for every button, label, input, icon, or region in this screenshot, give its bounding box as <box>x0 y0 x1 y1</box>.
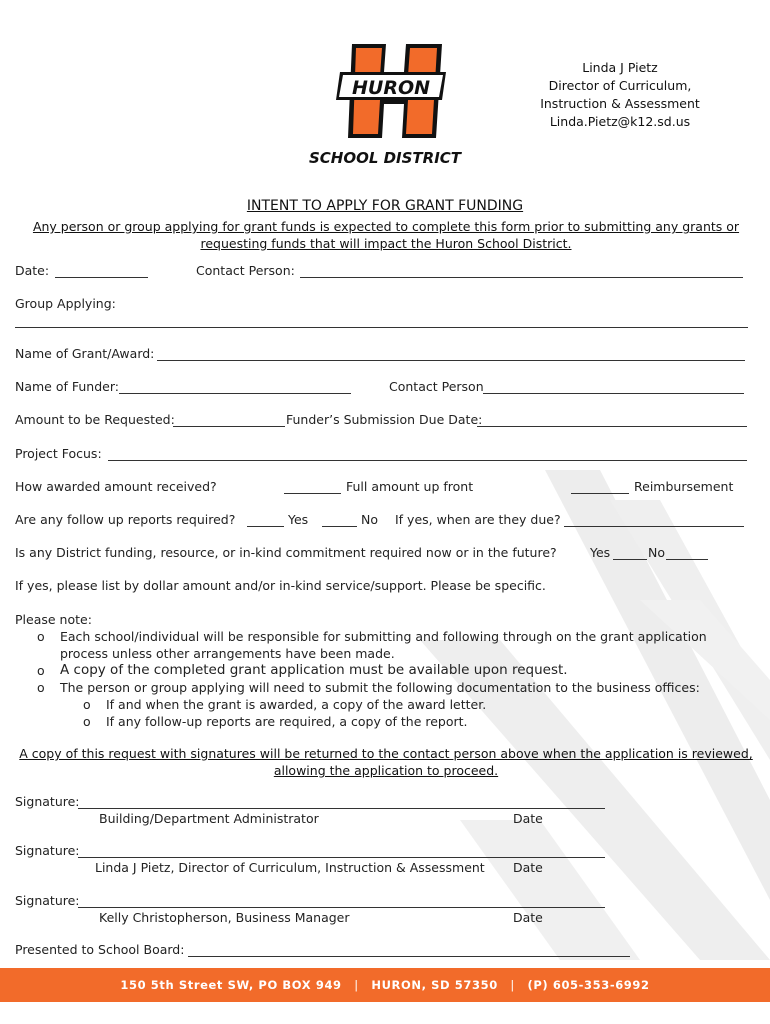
signature-1-input[interactable] <box>78 795 605 809</box>
grant-row <box>15 346 750 366</box>
grant-name-input[interactable] <box>157 346 745 361</box>
note-item <box>15 662 755 679</box>
note-subtext: If and when the grant is awarded, a copy of the award letter. <box>106 697 487 712</box>
school-logo <box>296 42 474 170</box>
contact-name: Linda J Pietz <box>582 60 658 75</box>
footer-separator: | <box>354 978 359 992</box>
note-text: A copy of the completed grant application must be available upon request. <box>60 662 568 678</box>
group-applying-label: Group Applying: <box>15 296 116 311</box>
form-subtitle: Any person or group applying for grant funds is expected to complete this form prior to submitting any grants or requesting funds that will impact the Huron School District. <box>32 219 740 251</box>
reports-no-input[interactable] <box>322 512 357 527</box>
date-contact-row <box>15 263 750 283</box>
signature-label: Signature: <box>15 794 80 809</box>
footer-phone: (P) 605-353-6992 <box>527 978 650 992</box>
funder-contact-input[interactable] <box>483 379 744 394</box>
form-title: INTENT TO APPLY FOR GRANT FUNDING <box>246 198 524 214</box>
note-subitem <box>15 696 755 713</box>
signature-role: Linda J Pietz, Director of Curriculum, Instruction & Assessment <box>95 860 485 875</box>
list-detail-label: If yes, please list by dollar amount and/or in-kind service/support. Please be specific. <box>15 578 546 593</box>
signature-block-1 <box>15 794 80 809</box>
school-board-input[interactable] <box>188 943 630 957</box>
grant-name-label: Name of Grant/Award: <box>15 346 155 361</box>
signature-date: Date <box>513 860 543 875</box>
project-focus-input[interactable] <box>108 446 747 461</box>
full-amount-input[interactable] <box>284 479 341 494</box>
reports-yes-input[interactable] <box>247 512 284 527</box>
footer-city: HURON, SD 57350 <box>371 978 498 992</box>
logo-sub-text: SCHOOL DISTRICT <box>308 149 462 167</box>
contact-title-1: Director of Curriculum, <box>548 78 692 93</box>
project-focus-label: Project Focus: <box>15 446 102 461</box>
notes-heading: Please note: <box>15 612 92 627</box>
notes-section <box>15 611 755 730</box>
signature-3-input[interactable] <box>78 894 605 908</box>
group-applying-input[interactable] <box>15 313 748 328</box>
district-no-label: No <box>648 545 665 560</box>
signature-label: Signature: <box>15 843 80 858</box>
contact-person-input[interactable] <box>300 263 743 278</box>
how-received-row <box>15 479 750 499</box>
reimbursement-input[interactable] <box>571 479 629 494</box>
funder-row <box>15 379 750 399</box>
project-focus-row <box>15 446 750 466</box>
note-item <box>15 679 755 696</box>
reimbursement-label: Reimbursement <box>634 479 734 494</box>
signature-date: Date <box>513 811 543 826</box>
header-contact <box>520 59 720 131</box>
date-label: Date: <box>15 263 50 278</box>
footer-address: 150 5th Street SW, PO BOX 949 <box>120 978 342 992</box>
note-subtext: If any follow-up reports are required, a copy of the report. <box>106 714 468 729</box>
logo-main-text: HURON <box>351 77 431 99</box>
bullet: o <box>83 714 91 729</box>
due-date-input[interactable] <box>477 412 747 427</box>
contact-email[interactable]: Linda.Pietz@k12.sd.us <box>549 114 691 129</box>
signature-2-input[interactable] <box>78 844 605 858</box>
signature-role: Kelly Christopherson, Business Manager <box>99 910 350 925</box>
funder-name-label: Name of Funder: <box>15 379 119 394</box>
signature-date: Date <box>513 910 543 925</box>
amount-row <box>15 412 750 432</box>
note-subitem <box>15 713 755 730</box>
how-received-label: How awarded amount received? <box>15 479 217 494</box>
contact-person-label: Contact Person: <box>196 263 295 278</box>
school-board-label: Presented to School Board: <box>15 942 185 957</box>
signature-label: Signature: <box>15 893 80 908</box>
full-amount-label: Full amount up front <box>346 479 474 494</box>
district-yes-label: Yes <box>590 545 611 560</box>
district-funding-label: Is any District funding, resource, or in-kind commitment required now or in the future? <box>15 545 557 560</box>
note-text: Each school/individual will be responsible for submitting and following through on the grant application process unless other arrangements have been made. <box>60 629 707 661</box>
reports-required-label: Are any follow up reports required? <box>15 512 236 527</box>
signature-block-3 <box>15 893 80 908</box>
note-item <box>15 628 755 662</box>
footer-separator: | <box>510 978 515 992</box>
bullet: o <box>83 697 91 712</box>
amount-label: Amount to be Requested: <box>15 412 175 427</box>
copy-note: A copy of this request with signatures will be returned to the contact person above when the application is reviewed, allowing the application to proceed. <box>19 746 753 778</box>
date-input[interactable] <box>55 263 148 278</box>
reports-yes-label: Yes <box>288 512 309 527</box>
funder-name-input[interactable] <box>119 379 351 394</box>
reports-when-label: If yes, when are they due? <box>395 512 561 527</box>
bullet: o <box>37 629 45 644</box>
reports-row <box>15 512 750 532</box>
footer-bar <box>0 968 770 1002</box>
amount-input[interactable] <box>173 412 285 427</box>
bullet: o <box>37 663 45 678</box>
district-yes-input[interactable] <box>613 545 647 560</box>
due-date-label: Funder’s Submission Due Date: <box>286 412 483 427</box>
bullet: o <box>37 680 45 695</box>
signature-block-2 <box>15 843 80 858</box>
reports-no-label: No <box>361 512 378 527</box>
district-no-input[interactable] <box>666 545 708 560</box>
signature-role: Building/Department Administrator <box>99 811 319 826</box>
list-detail-row <box>15 578 750 598</box>
contact-title-2: Instruction & Assessment <box>540 96 700 111</box>
district-funding-row <box>15 545 750 565</box>
reports-when-input[interactable] <box>564 512 744 527</box>
note-text: The person or group applying will need to submit the following documentation to the business offices: <box>60 680 700 695</box>
funder-contact-label: Contact Person <box>389 379 484 394</box>
